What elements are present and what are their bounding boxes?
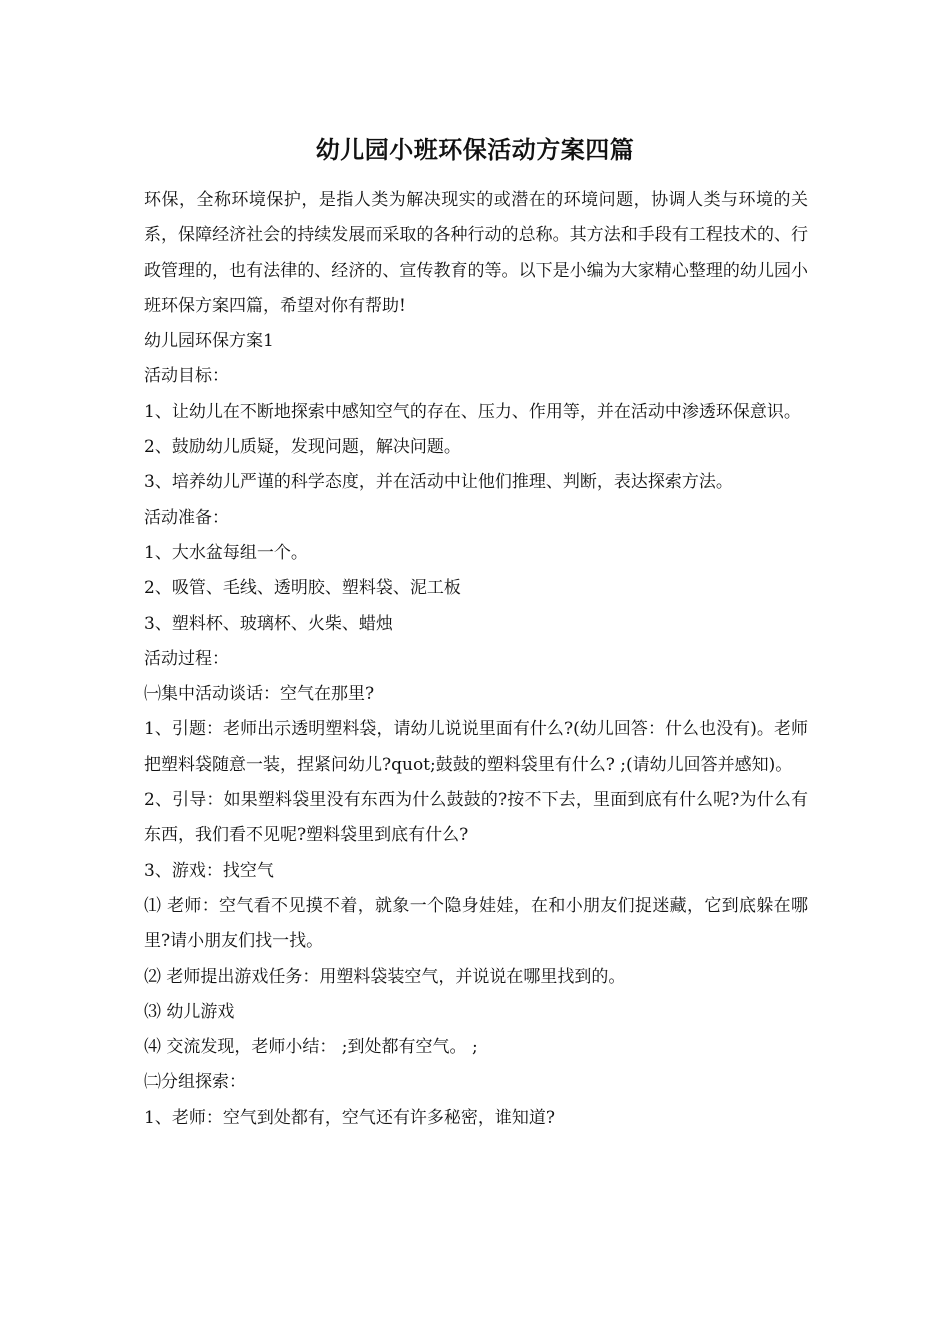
- goal-item-3: 3、培养幼儿严谨的科学态度，并在活动中让他们推理、判断，表达探索方法。: [144, 472, 733, 493]
- section-heading-plan-1: 幼儿园环保方案1: [144, 331, 274, 352]
- heading-activity-preparation: 活动准备：: [144, 507, 229, 528]
- process-section-2: ㈡分组探索：: [144, 1072, 246, 1093]
- prep-item-2: 2、吸管、毛线、透明胶、塑料袋、泥工板: [144, 578, 461, 599]
- process-section-1: ㈠集中活动谈话：空气在那里?: [144, 684, 375, 705]
- goal-item-1: 1、让幼儿在不断地探索中感知空气的存在、压力、作用等，并在活动中渗透环保意识。: [144, 401, 801, 422]
- document-body: [144, 183, 808, 1136]
- intro-paragraph: 环保，全称环境保护，是指人类为解决现实的或潜在的环境问题，协调人类与环境的关系，保障经济社会的持续发展而采取的各种行动的总称。其方法和手段有工程技术的、行政管理的，也有法律的、经济的、宣传教育的等。以下是小编为大家精心整理的幼儿园小班环保方案四篇，希望对你有帮助!: [144, 190, 808, 316]
- group-step-1: 1、老师：空气到处都有，空气还有许多秘密，谁知道?: [144, 1107, 555, 1128]
- game-step-2: ⑵ 老师提出游戏任务：用塑料袋装空气，并说说在哪里找到的。: [144, 966, 626, 987]
- prep-item-3: 3、塑料杯、玻璃杯、火柴、蜡烛: [144, 613, 393, 634]
- process-step-1: 1、引题：老师出示透明塑料袋，请幼儿说说里面有什么?(幼儿回答：什么也没有)。老师把塑料袋随意一装，捏紧问幼儿?quot;鼓鼓的塑料袋里有什么? ;(请幼儿回答并感知)。: [144, 719, 808, 775]
- goal-item-2: 2、鼓励幼儿质疑，发现问题，解决问题。: [144, 437, 461, 458]
- process-step-3: 3、游戏：找空气: [144, 860, 274, 881]
- prep-item-1: 1、大水盆每组一个。: [144, 542, 308, 563]
- heading-activity-process: 活动过程：: [144, 648, 229, 669]
- game-step-3: ⑶ 幼儿游戏: [144, 1001, 235, 1022]
- heading-activity-goals: 活动目标：: [144, 366, 229, 387]
- game-step-1: ⑴ 老师：空气看不见摸不着，就象一个隐身娃娃，在和小朋友们捉迷藏，它到底躲在哪里?请小朋友们找一找。: [144, 895, 808, 952]
- game-step-4: ⑷ 交流发现，老师小结： ;到处都有空气。 ;: [144, 1037, 478, 1058]
- document-title: 幼儿园小班环保活动方案四篇: [315, 135, 635, 164]
- process-step-2: 2、引导：如果塑料袋里没有东西为什么鼓鼓的?按不下去，里面到底有什么呢?为什么有东西，我们看不见呢?塑料袋里到底有什么?: [144, 790, 808, 846]
